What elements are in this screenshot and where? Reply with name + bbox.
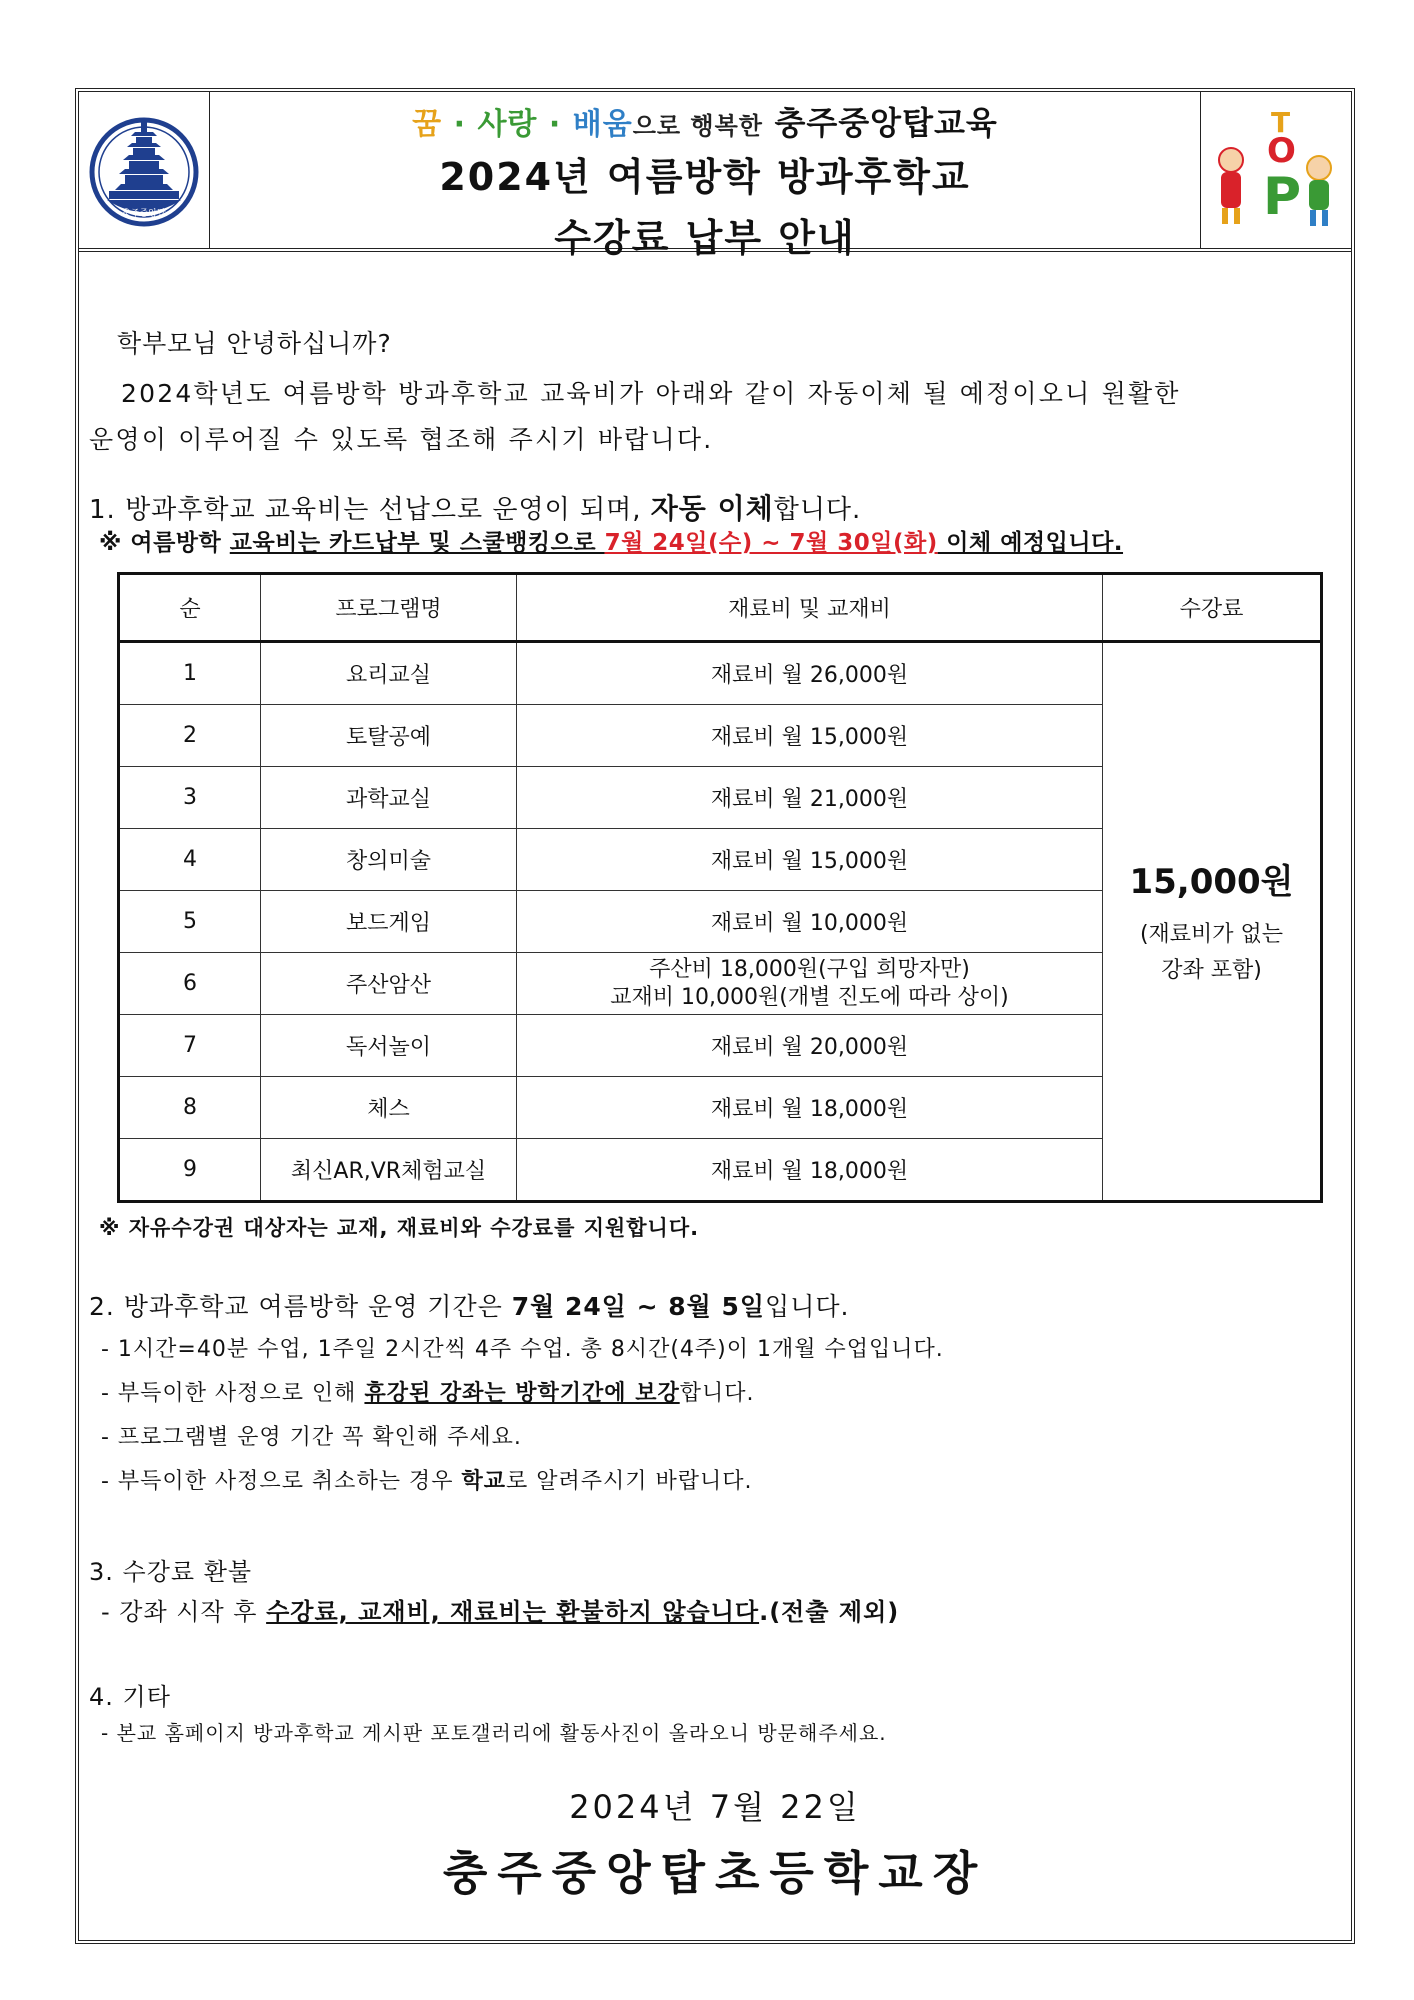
row-program: 주산암산	[261, 953, 517, 1015]
greeting: 학부모님 안녕하십니까?	[117, 329, 392, 358]
section2-bullet2-bold: 휴강된 강좌는 방학기간에 보강	[364, 1381, 680, 1406]
document-frame	[75, 88, 1355, 1944]
slogan-word-dream: 꿈	[412, 107, 443, 142]
row-cost-line1: 주산비 18,000원(구입 희망자만)	[649, 956, 970, 982]
top-mascot-cell	[1200, 92, 1351, 248]
pagoda-emblem-icon	[79, 92, 209, 248]
row-cost: 재료비 월 15,000원	[517, 705, 1103, 767]
fee-table	[117, 572, 1323, 1203]
section1-footnote: ※ 자유수강권 대상자는 교재, 재료비와 수강료를 지원합니다.	[99, 1216, 700, 1240]
section1-note-underlined: 교육비는 카드납부 및 스쿨뱅킹으로	[229, 530, 605, 556]
top-mascot-logo-icon	[1201, 92, 1351, 248]
fee-note	[1103, 917, 1320, 989]
row-program: 독서놀이	[261, 1015, 517, 1077]
row-no: 9	[119, 1139, 261, 1202]
fee-amount: 15,000원	[1129, 862, 1294, 902]
section1-heading-pre: 1. 방과후학교 교육비는 선납으로 운영이 되며,	[89, 495, 651, 525]
section2-heading	[89, 1287, 849, 1323]
section3-bullet1-bold: 수강료, 교재비, 재료비는 환불하지 않습니다	[266, 1598, 760, 1626]
slogan-word-love: 사랑	[477, 107, 538, 142]
col-header-cost: 재료비 및 교재비	[517, 574, 1103, 642]
section1-note-post: 이체 예정입니다.	[937, 530, 1124, 556]
row-program: 요리교실	[261, 642, 517, 705]
row-cost: 재료비 월 15,000원	[517, 829, 1103, 891]
intro-line1: 2024학년도 여름방학 방과후학교 교육비가 아래와 같이 자동이체 될 예정이오니 원활한	[121, 379, 1181, 408]
table-header-row	[119, 574, 1322, 642]
table-row	[119, 642, 1322, 705]
row-cost: 재료비 월 18,000원	[517, 1139, 1103, 1202]
header	[79, 92, 1351, 260]
col-header-no: 순	[119, 574, 261, 642]
row-program: 창의미술	[261, 829, 517, 891]
row-cost-multiline	[517, 953, 1103, 1015]
section2-bullet4-post: 로 알려주시기 바랍니다.	[505, 1469, 753, 1494]
slogan-word-learning: 배움	[572, 107, 633, 142]
section2-bullet4	[101, 1464, 752, 1495]
document-date: 2024년 7월 22일	[569, 1788, 861, 1826]
row-cost: 재료비 월 20,000원	[517, 1015, 1103, 1077]
section2-bullet2-post: 합니다.	[679, 1381, 755, 1406]
section2-heading-post: 입니다.	[765, 1292, 850, 1321]
row-cost-line2: 교재비 10,000원(개별 진도에 따라 상이)	[610, 984, 1009, 1010]
row-no: 4	[119, 829, 261, 891]
section2-bullet4-bold: 학교	[461, 1469, 506, 1494]
section3-bullet1	[101, 1592, 899, 1627]
section2-bullet1: - 1시간=40분 수업, 1주일 2시간씩 4주 수업. 총 8시간(4주)이 1개월 수업입니다.	[101, 1337, 944, 1362]
section2-bullet3: - 프로그램별 운영 기간 꼭 확인해 주세요.	[101, 1425, 522, 1450]
section2-bullet2	[101, 1376, 754, 1407]
slogan-separator: ·	[453, 107, 466, 142]
principal-signature: 충주중앙탑초등학교장	[442, 1846, 988, 1900]
top-letter-o: O	[1267, 131, 1296, 171]
row-no: 7	[119, 1015, 261, 1077]
section3-heading: 3. 수강료 환불	[89, 1558, 253, 1586]
row-cost: 재료비 월 18,000원	[517, 1077, 1103, 1139]
fee-note-line1: (재료비가 없는	[1139, 922, 1284, 947]
row-no: 5	[119, 891, 261, 953]
section1-heading	[89, 487, 861, 527]
row-program: 체스	[261, 1077, 517, 1139]
section1-heading-bold: 자동 이체	[650, 492, 774, 525]
top-letter-t: T	[1271, 106, 1291, 139]
row-program: 토탈공예	[261, 705, 517, 767]
row-program: 보드게임	[261, 891, 517, 953]
section2-heading-bold: 7월 24일 ~ 8월 5일	[511, 1292, 766, 1321]
section3-bullet1-post: .(전출 제외)	[759, 1598, 900, 1626]
row-no: 8	[119, 1077, 261, 1139]
page-title-line1: 2024년 여름방학 방과후학교	[439, 155, 971, 199]
header-title-block	[209, 92, 1201, 260]
row-cost: 재료비 월 26,000원	[517, 642, 1103, 705]
row-no: 2	[119, 705, 261, 767]
section2-bullet4-pre: - 부득이한 사정으로 취소하는 경우	[101, 1469, 462, 1494]
fee-cell	[1103, 642, 1322, 1202]
row-program: 최신AR,VR체험교실	[261, 1139, 517, 1202]
slogan	[209, 98, 1201, 144]
section3-bullet1-pre: - 강좌 시작 후	[101, 1598, 267, 1626]
section2-bullet2-pre: - 부득이한 사정으로 인해	[101, 1381, 365, 1406]
row-cost: 재료비 월 10,000원	[517, 891, 1103, 953]
fee-note-line2: 강좌 포함)	[1161, 958, 1262, 983]
emblem-label: 충주중앙탑	[122, 209, 166, 219]
section2-heading-pre: 2. 방과후학교 여름방학 운영 기간은	[89, 1292, 512, 1321]
section1-note-dates: 7월 24일(수) ~ 7월 30일(화)	[604, 530, 938, 556]
section4-bullet1: - 본교 홈페이지 방과후학교 게시판 포토갤러리에 활동사진이 올라오니 방문해주세요.	[101, 1721, 887, 1745]
col-header-program: 프로그램명	[261, 574, 517, 642]
row-cost: 재료비 월 21,000원	[517, 767, 1103, 829]
slogan-school: 충주중앙탑교육	[774, 104, 998, 142]
section1-heading-post: 합니다.	[773, 495, 862, 525]
row-no: 6	[119, 953, 261, 1015]
top-letter-p: P	[1263, 167, 1302, 227]
col-header-fee: 수강료	[1103, 574, 1322, 642]
row-program: 과학교실	[261, 767, 517, 829]
row-no: 3	[119, 767, 261, 829]
slogan-separator: ·	[548, 107, 562, 142]
intro-line2: 운영이 이루어질 수 있도록 협조해 주시기 바랍니다.	[89, 425, 714, 454]
page-title-line2: 수강료 납부 안내	[554, 216, 856, 260]
row-no: 1	[119, 642, 261, 705]
section1-note	[99, 524, 1123, 557]
school-emblem-cell	[79, 92, 210, 248]
section4-heading: 4. 기타	[89, 1683, 171, 1711]
section1-note-pre: ※ 여름방학	[99, 530, 230, 556]
slogan-rest: 으로 행복한	[632, 112, 763, 140]
